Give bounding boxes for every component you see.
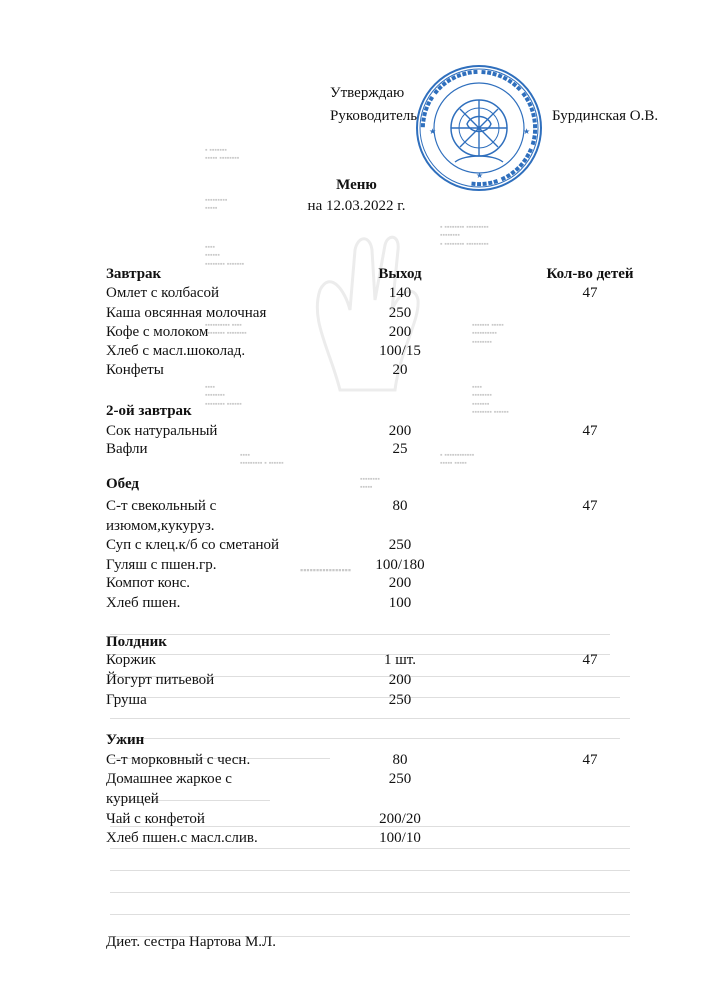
svg-text:★: ★ [523,127,531,136]
approval-label: Утверждаю [330,85,405,101]
dish-name: Каша овсянная молочная [106,305,267,321]
dish-name: изюмом,кукуруз. [106,518,215,534]
dish-name: Суп с клец.к/б со сметаной [106,537,280,553]
dish-output: 80 [392,498,408,514]
dish-output: 1 шт. [384,652,416,668]
dish-output: 80 [392,752,408,768]
dish-output: 250 [388,305,412,321]
dish-name: курицей [106,791,159,807]
dish-name: Сок натуральный [106,423,218,439]
kids-count: 47 [582,423,598,439]
dish-output: 25 [392,441,408,457]
dish-name: Домашнее жаркое с [106,771,232,787]
dish-output: 20 [392,362,408,378]
dish-output: 250 [388,771,412,787]
dish-name: Компот конс. [106,575,191,591]
dish-output: 140 [388,285,412,301]
section-header: Обед [106,476,140,492]
dish-name: С-т свекольный с [106,498,217,514]
svg-text:★: ★ [476,171,484,180]
kids-count: 47 [582,652,598,668]
dish-output: 100/10 [379,830,421,846]
menu-date: на 12.03.2022 г. [307,198,406,214]
dish-output: 200 [388,575,412,591]
dish-name: Хлеб пшен.с масл.слив. [106,830,258,846]
dish-output: 200 [388,324,412,340]
section-header: 2-ой завтрак [106,403,192,419]
signer-name: Бурдинская О.В. [552,108,659,124]
dish-name: Конфеты [106,362,164,378]
dish-output: 200/20 [379,811,421,827]
dish-name: Груша [106,692,147,708]
dish-output: 100/15 [379,343,421,359]
dish-output: 200 [388,423,412,439]
section-header: Полдник [106,634,167,650]
dish-name: Хлеб с масл.шоколад. [106,343,246,359]
official-seal-stamp [415,64,543,192]
section-header-breakfast: Завтрак [106,266,162,282]
dish-output: 100 [388,595,412,611]
dish-name: Кофе с молоком [106,324,209,340]
column-header-kids: Кол-во детей [546,266,634,282]
dish-name: Йогурт питьевой [106,672,215,688]
dish-name: Хлеб пшен. [106,595,181,611]
page-title: Меню [336,177,377,193]
role-label: Руководитель [330,108,418,124]
svg-text:▪▪▪▪▪▪ ▪▪▪▪▪▪▪▪▪ ▪▪▪▪▪▪▪▪ ▪▪▪▪: ▪▪▪▪▪▪ ▪▪▪▪▪▪▪▪▪ ▪▪▪▪▪▪▪▪ ▪▪▪▪▪▪▪▪▪▪ ▪▪▪▪▪▪▪▪ ▪▪▪▪▪ [417,66,541,190]
dish-name: Чай с конфетой [106,811,205,827]
kids-count: 47 [582,285,598,301]
dish-name: Гуляш с пшен.гр. [106,557,217,573]
kids-count: 47 [582,498,598,514]
dish-output: 200 [388,672,412,688]
svg-text:★: ★ [429,127,437,136]
dish-name: Вафли [106,441,148,457]
column-header-output: Выход [378,266,422,282]
kids-count: 47 [582,752,598,768]
dish-name: Коржик [106,652,156,668]
dish-name: С-т морковный с чесн. [106,752,251,768]
footer-signature: Диет. сестра Нартова М.Л. [106,934,276,950]
dish-output: 100/180 [375,557,425,573]
dish-output: 250 [388,537,412,553]
dish-output: 250 [388,692,412,708]
section-header: Ужин [106,732,145,748]
dish-name: Омлет с колбасой [106,285,219,301]
